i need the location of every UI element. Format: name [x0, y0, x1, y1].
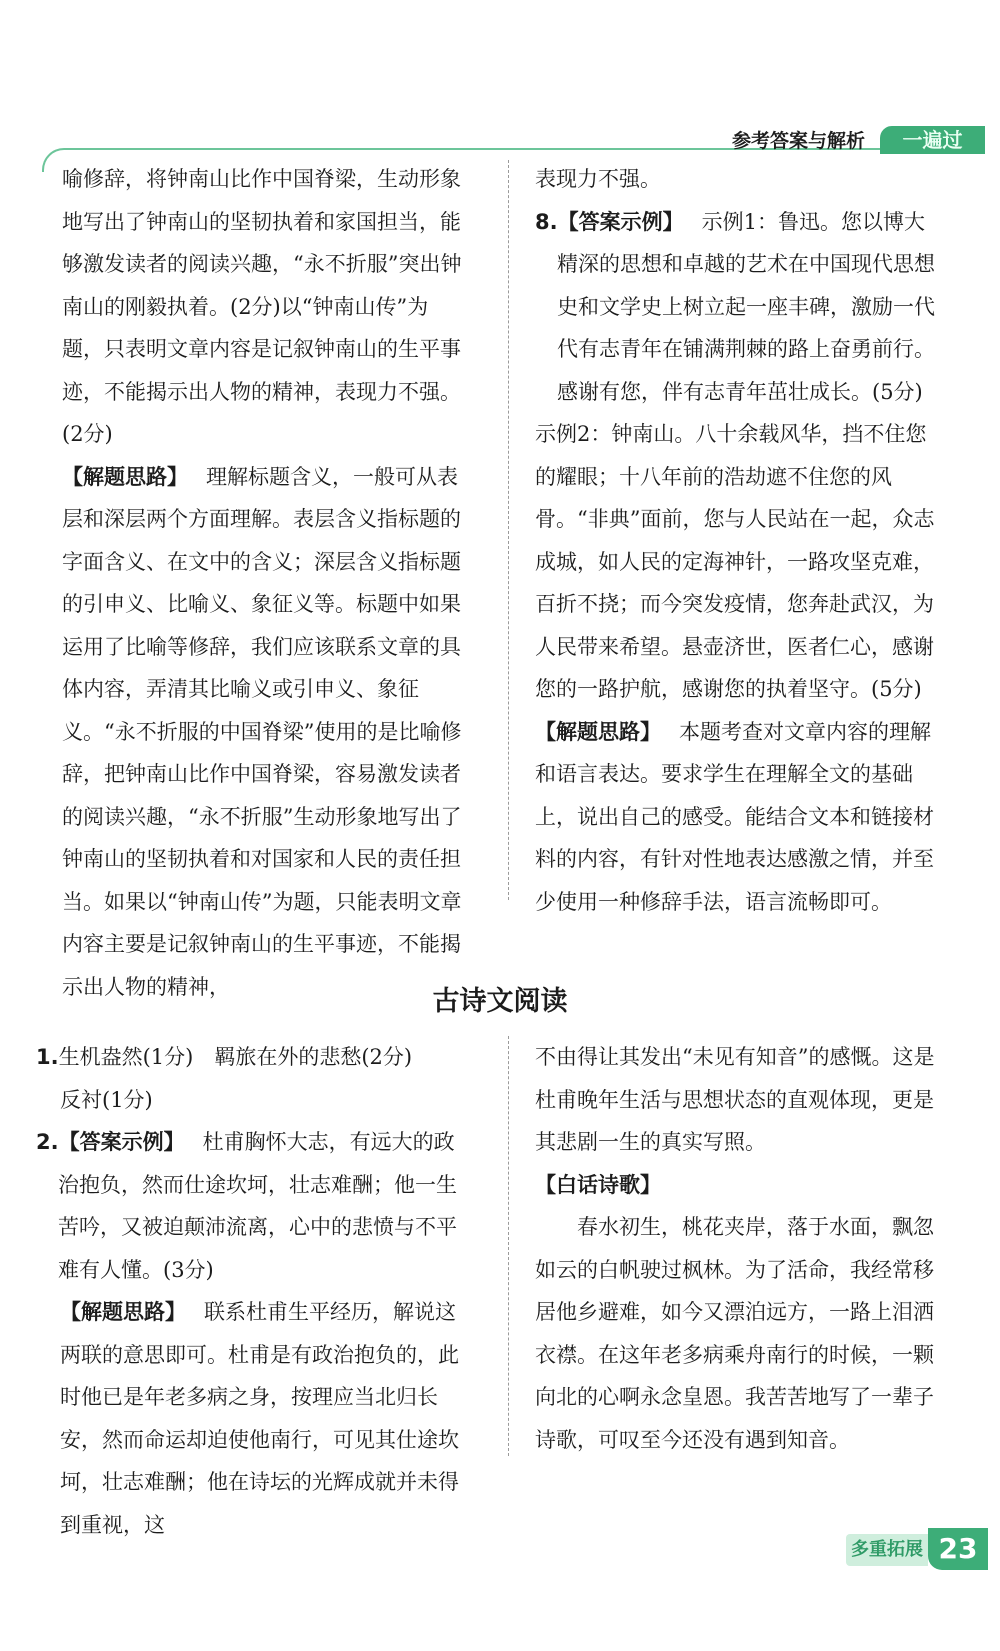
answer-example-tag: 【答案示例】 — [557, 209, 684, 234]
question-8-answer — [535, 201, 943, 414]
header-title: 参考答案与解析 — [732, 130, 866, 152]
left-column-top — [62, 158, 470, 1008]
explanation-tag: 【解题思路】 — [62, 464, 188, 489]
brand-tab: 一遍过 — [880, 126, 985, 154]
answer-7-end: 表现力不强。 — [535, 167, 661, 191]
question-2-number: 2. — [36, 1130, 59, 1154]
left-column-bottom — [36, 1036, 470, 1546]
right-column-bottom — [535, 1036, 943, 1461]
question-8-example-2: 示例2：钟南山。八十余载风华，挡不住您的耀眼；十八年前的浩劫遮不住您的风骨。“非典”面前，您与人民站在一起，众志成城，如人民的定海神针，一路攻坚克难，百折不挠；而今突发疫情，您奔赴武汉，为人民带来希望。悬壶济世，医者仁心，感谢您的一路护航，感谢您的执着坚守。(5分) — [535, 422, 935, 701]
explanation-7-text: 理解标题含义，一般可从表层和深层两个方面理解。表层含义指标题的字面含义、在文中的含义；深层含义指标题的引申义、比喻义、象征义等。标题中如果运用了比喻等修辞，我们应该联系文章的具体内容，弄清其比喻义或引申义、象征义。“永不折服的中国脊梁”使用的是比喻修辞，把钟南山比作中国脊梁，容易激发读者的阅读兴趣，“永不折服”生动形象地写出了钟南山的坚韧执着和对国家和人民的责任担当。如果以“钟南山传”为题，只能表明文章内容主要是记叙钟南山的生平事迹，不能揭示出人物的精神， — [62, 464, 462, 999]
answer-7-continued: 喻修辞，将钟南山比作中国脊梁，生动形象地写出了钟南山的坚韧执着和家国担当，能够激发读者的阅读兴趣，“永不折服”突出钟南山的刚毅执着。(2分)以“钟南山传”为题，只表明文章内容是记叙钟南山的生平事迹，不能揭示出人物的精神，表现力不强。(2分) — [62, 167, 462, 446]
explanation-8 — [535, 711, 943, 924]
answer-example-tag: 【答案示例】 — [58, 1130, 185, 1154]
vernacular-poem: 春水初生，桃花夹岸，落于水面，飘忽如云的白帆驶过枫林。为了活命，我经常移居他乡避难，如今又漂泊远方，一路上泪洒衣襟。在这年老多病乘舟南行的时候，一颗向北的心啊永念皇恩。我苦苦地写了一辈子诗歌，可叹至今还没有遇到知音。 — [535, 1215, 934, 1452]
question-1-number: 1. — [36, 1045, 59, 1069]
explanation-tag: 【解题思路】 — [60, 1300, 186, 1324]
question-8-example-1: 示例1：鲁迅。您以博大精深的思想和卓越的艺术在中国现代思想史和文学史上树立起一座丰碑，激励一代代有志青年在铺满荆棘的路上奋勇前行。感谢有您，伴有志青年茁壮成长。(5分) — [557, 209, 935, 404]
explanation-2 — [36, 1291, 470, 1546]
question-2-text: 杜甫胸怀大志，有远大的政治抱负，然而仕途坎坷，壮志难酬；他一生苦吟，又被迫颠沛流离，心中的悲愤与不平难有人懂。(3分) — [58, 1130, 457, 1282]
explanation-tag: 【解题思路】 — [535, 719, 661, 744]
column-divider-bottom — [508, 1036, 509, 1456]
section-title: 古诗文阅读 — [432, 986, 568, 1017]
explanation-7 — [62, 456, 470, 1009]
question-1-answer-b: 反衬(1分) — [60, 1087, 153, 1112]
question-8-number: 8. — [535, 209, 558, 234]
footer-label: 多重拓展 — [846, 1534, 928, 1566]
right-column-top — [535, 158, 943, 923]
explanation-2-continued: 不由得让其发出“未见有知音”的感慨。这是杜甫晚年生活与思想状态的直观体现，更是其悲剧一生的真实写照。 — [535, 1045, 935, 1154]
vernacular-poem-tag: 【白话诗歌】 — [535, 1172, 661, 1197]
question-1-text: 生机盎然(1分) 羁旅在外的悲愁(2分) — [58, 1045, 413, 1069]
column-divider-top — [508, 160, 509, 900]
question-2-answer — [36, 1121, 470, 1291]
explanation-2-text: 联系杜甫生平经历，解说这两联的意思即可。杜甫是有政治抱负的，此时他已是年老多病之身，按理应当北归长安，然而命运却迫使他南行，可见其仕途坎坷，壮志难酬；他在诗坛的光辉成就并未得到重视，这 — [60, 1300, 459, 1537]
page-number: 23 — [928, 1528, 988, 1570]
explanation-8-text: 本题考查对文章内容的理解和语言表达。要求学生在理解全文的基础上，说出自己的感受。能结合文本和链接材料的内容，有针对性地表达感激之情，并至少使用一种修辞手法，语言流畅即可。 — [535, 719, 934, 914]
question-1-answer — [36, 1036, 470, 1079]
